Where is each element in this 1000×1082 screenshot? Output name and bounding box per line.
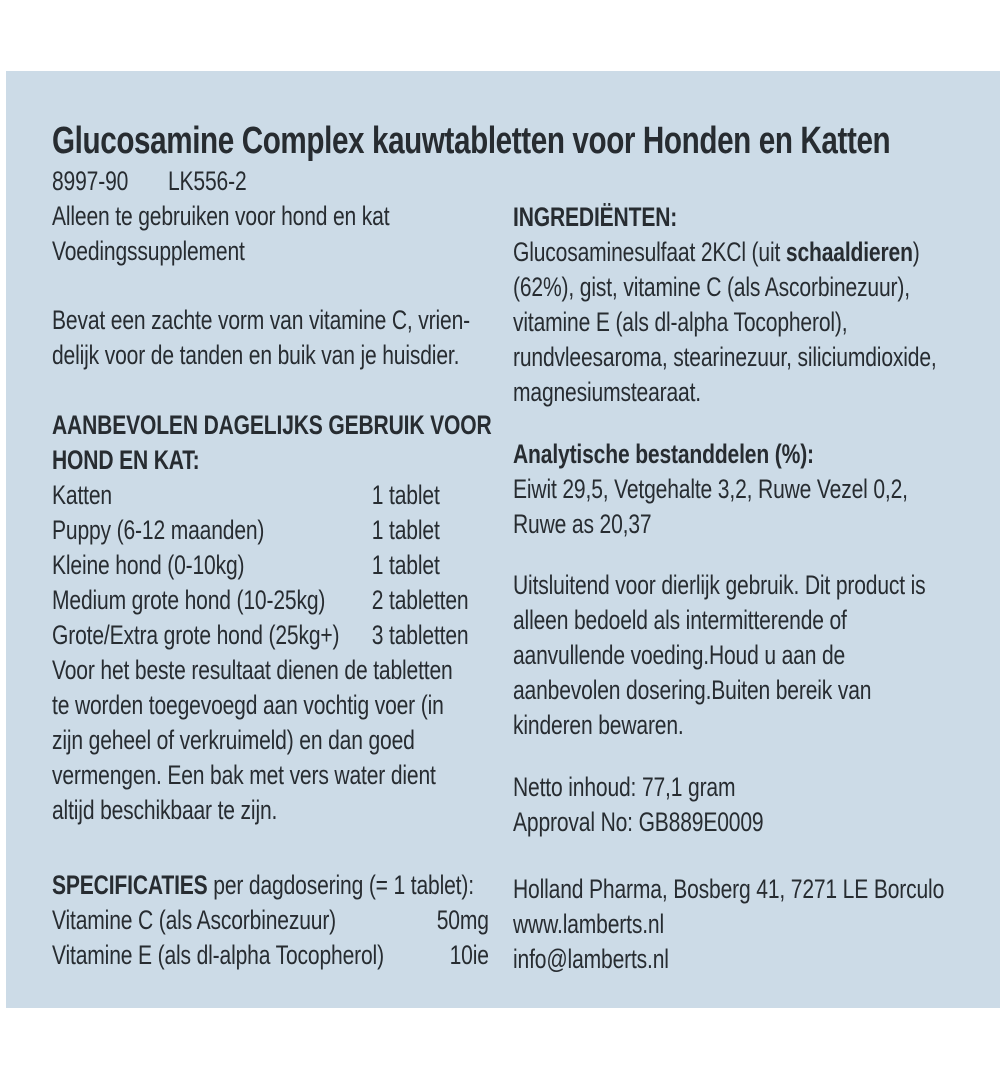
analytical-line: Ruwe as 20,37 (513, 509, 652, 539)
specs-heading-rest: per dagdosering (= 1 tablet): (207, 870, 474, 900)
dosage-heading (52, 408, 536, 478)
dosage-amount: 1 tablet (371, 515, 440, 545)
dosage-amount: 2 tabletten (371, 585, 469, 615)
ingredients-line: magnesiumstearaat. (513, 377, 702, 407)
spec-row (52, 938, 489, 973)
dosage-amount: 3 tabletten (371, 620, 469, 650)
dosage-table (52, 478, 536, 653)
dosage-row (52, 548, 536, 583)
dosage-label: Kleine hond (0-10kg) (52, 550, 245, 580)
dosage-heading-line: HOND EN KAT: (52, 445, 200, 475)
analytical-section (513, 437, 1000, 542)
spec-label: Vitamine E (als dl-alpha Tocopherol) (52, 940, 384, 970)
analytical-heading: Analytische bestanddelen (%): (513, 439, 814, 469)
ingredients-heading: INGREDIËNTEN: (513, 202, 678, 232)
usage-line: kinderen bewaren. (513, 710, 684, 740)
ingredients-line: vitamine E (als dl-alpha Tocopherol), (513, 307, 848, 337)
ingredients-section (513, 200, 1000, 410)
dosage-row (52, 583, 536, 618)
ingredients-line1-post: ) (912, 237, 920, 267)
ingredients-line1-pre: Glucosaminesulfaat 2KCl (uit (513, 237, 786, 267)
specifications-section (52, 868, 536, 973)
usage-line: alleen bedoeld als intermitterende of (513, 605, 847, 635)
batch-code: LK556-2 (167, 166, 247, 196)
spec-row (52, 903, 489, 938)
dosage-label: Puppy (6-12 maanden) (52, 515, 265, 545)
specs-heading (52, 868, 536, 903)
contact-section (513, 872, 1000, 977)
specs-heading-bold: SPECIFICATIES (52, 870, 208, 900)
dosage-note-line: vermengen. Een bak met vers water dient (52, 760, 436, 790)
intro-paragraph (52, 303, 536, 373)
dosage-row (52, 618, 536, 653)
left-column (52, 303, 536, 973)
ingredients-line: (62%), gist, vitamine C (als Ascorbinezuur), (513, 272, 910, 302)
ingredients-line (513, 235, 1000, 270)
dosage-note-line: Voor het beste resultaat dienen de tabletten (52, 655, 453, 685)
usage-warning-section (513, 568, 1000, 743)
code-line (52, 164, 1000, 199)
intro-line: Bevat een zachte vorm van vitamine C, vrien- (52, 305, 471, 335)
dosage-row (52, 513, 536, 548)
dosage-heading-line: AANBEVOLEN DAGELIJKS GEBRUIK VOOR (52, 410, 492, 440)
dosage-label: Grote/Extra grote hond (25kg+) (52, 620, 340, 650)
contact-email: info@lamberts.nl (513, 944, 669, 974)
ingredients-line: rundvleesaroma, stearinezuur, siliciumdioxide, (513, 342, 937, 372)
approval-number: Approval No: GB889E0009 (513, 807, 764, 837)
dosage-row (52, 478, 536, 513)
dosage-amount: 1 tablet (371, 480, 440, 510)
intro-line: delijk voor de tanden en buik van je huisdier. (52, 340, 460, 370)
contact-website: www.lamberts.nl (513, 909, 664, 939)
usage-line: aanvullende voeding.Houd u aan de (513, 640, 846, 670)
product-code: 8997-90 (52, 166, 129, 196)
supplement-type: Voedingssupplement (52, 236, 245, 266)
dosage-note-line: zijn geheel of verkruimeld) en dan goed (52, 725, 415, 755)
dosage-amount: 1 tablet (371, 550, 440, 580)
net-content-section (513, 770, 1000, 840)
usage-line: Uitsluitend voor dierlijk gebruik. Dit product is (513, 570, 926, 600)
dosage-note-line: altijd beschikbaar te zijn. (52, 795, 278, 825)
spec-amount: 50mg (436, 905, 489, 935)
right-column (513, 200, 1000, 977)
dosage-label: Katten (52, 480, 112, 510)
dosage-note (52, 653, 536, 828)
usage-restriction: Alleen te gebruiken voor hond en kat (52, 201, 390, 231)
ingredients-line1-bold: schaaldieren (785, 237, 913, 267)
spec-amount: 10ie (449, 940, 489, 970)
dosage-label: Medium grote hond (10-25kg) (52, 585, 326, 615)
page-title: Glucosamine Complex kauwtabletten voor Honden en Katten (52, 120, 891, 162)
spec-label: Vitamine C (als Ascorbinezuur) (52, 905, 337, 935)
usage-line: aanbevolen dosering.Buiten bereik van (513, 675, 872, 705)
dosage-note-line: te worden toegevoegd aan vochtig voer (in (52, 690, 444, 720)
analytical-line: Eiwit 29,5, Vetgehalte 3,2, Ruwe Vezel 0,2, (513, 474, 908, 504)
contact-address: Holland Pharma, Bosberg 41, 7271 LE Borculo (513, 874, 945, 904)
net-content: Netto inhoud: 77,1 gram (513, 772, 736, 802)
